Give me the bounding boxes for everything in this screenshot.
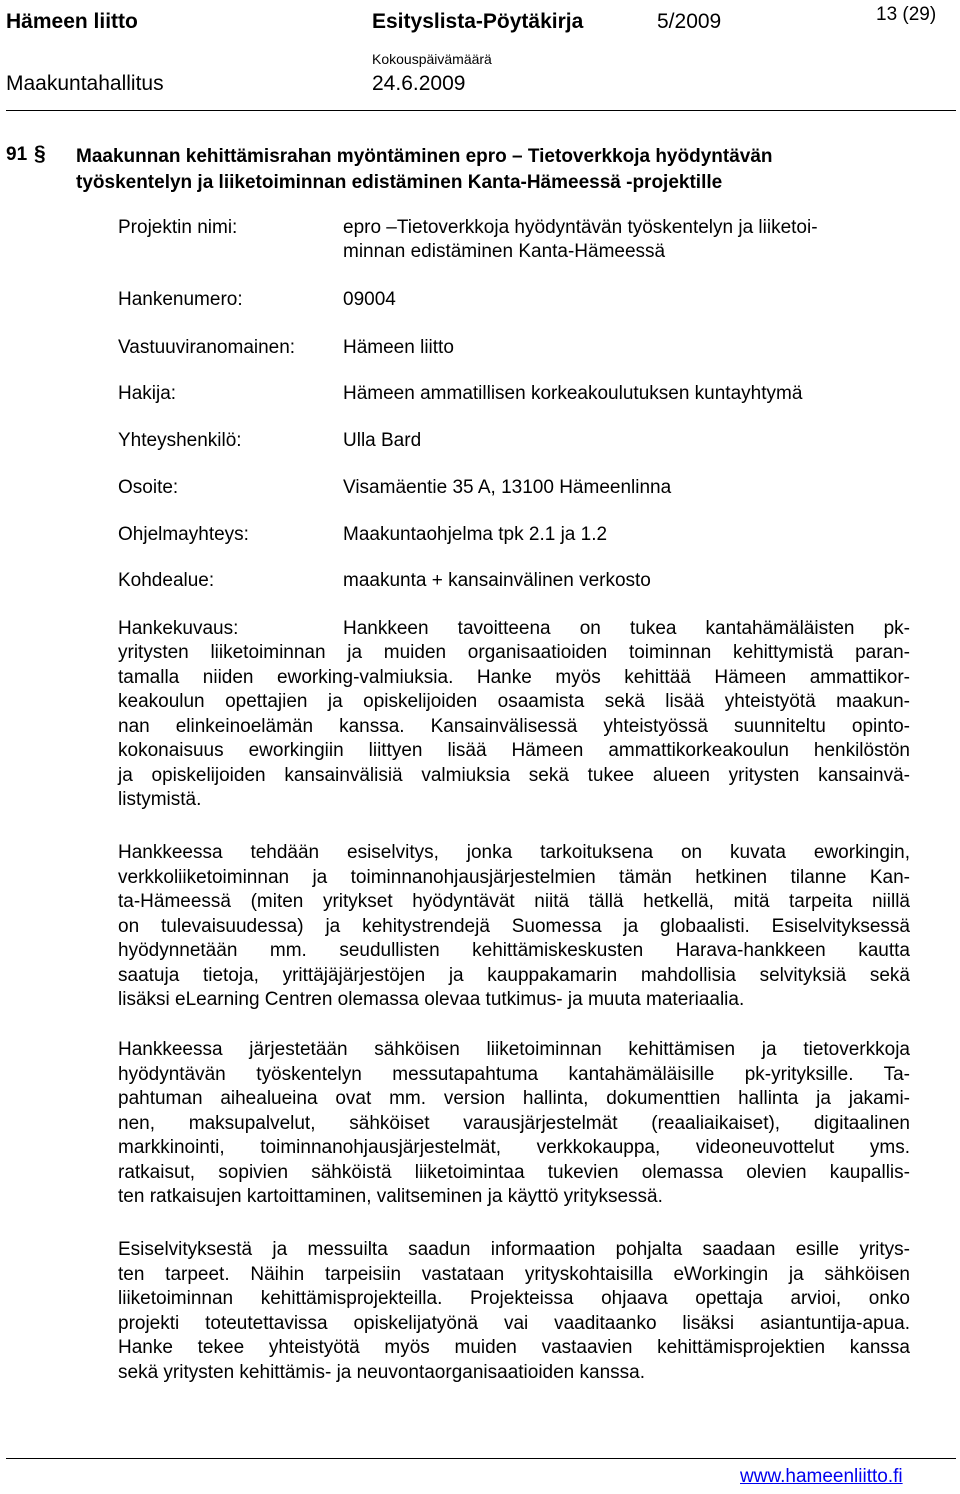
- paragraph-line: ten ratkaisujen kartoittaminen, valitseminen ja käyttö yrityksessä.: [118, 1186, 663, 1207]
- paragraph-line: ten tarpeet. Näihin tarpeisiin vastataan yrityskohtaisilla eWorkingin ja sähköisen: [118, 1263, 910, 1285]
- paragraph-project-description: [118, 641, 910, 813]
- paragraph-line: listymistä.: [118, 789, 202, 810]
- authority-label: Vastuuviranomainen:: [118, 337, 296, 358]
- paragraph-line: on tulevaisuudessa) ja kehitystrendejä Suomessa ja globaalisti. Esiselvityksessä: [118, 915, 910, 937]
- applicant-label: Hakija:: [118, 383, 177, 404]
- paragraph-line: ja opiskelijoiden kansainvälisiä valmiuksia sekä tukee alueen yritysten kansainvä-: [118, 764, 910, 786]
- header-body: Maakuntahallitus: [6, 72, 164, 95]
- project-number-label: Hankenumero:: [118, 289, 243, 310]
- contact-label: Yhteyshenkilö:: [118, 430, 242, 451]
- program-value: Maakuntaohjelma tpk 2.1 ja 1.2: [343, 524, 608, 545]
- section-number: 91: [6, 144, 28, 165]
- paragraph-line: projekti toteutettavissa opiskelijatyönä vai vaaditaanko lisäksi asiantuntija-apua.: [118, 1312, 910, 1334]
- contact-value: Ulla Bard: [343, 430, 422, 451]
- paragraph-line: saatuja tietoja, yrittäjäjärjestöjen ja kauppakamarin mahdollisia selvityksiä sekä: [118, 964, 910, 986]
- target-area-value: maakunta + kansainvälinen verkosto: [343, 570, 651, 591]
- header-divider: [6, 110, 956, 111]
- paragraph-line: Esiselvityksestä ja messuilta saadun informaation pohjalta saadaan esille yritys-: [118, 1239, 910, 1260]
- target-area-label: Kohdealue:: [118, 570, 215, 591]
- paragraph-line: lisäksi eLearning Centren olemassa olevaa tutkimus- ja muuta materiaalia.: [118, 989, 745, 1010]
- paragraph-line: pahtuman aihealueina ovat mm. version hallinta, dokumenttien hallinta ja jakami-: [118, 1088, 910, 1109]
- description-label: Hankekuvaus:: [118, 618, 239, 639]
- paragraph-line: verkkoliiketoiminnan ja toiminnanohjausjärjestelmien tämän hetkinen tilanne Kan-: [118, 866, 910, 888]
- paragraph-line: sekä yritysten kehittämis- ja neuvontaorganisaatioiden kanssa.: [118, 1361, 646, 1383]
- paragraph-line: keakoulun opettajien ja opiskelijoiden osaamista sekä lisää yhteistyötä maakun-: [118, 691, 910, 712]
- project-name-value: epro –Tietoverkkoja hyödyntävän työskentelyn ja liiketoi-: [343, 217, 818, 238]
- section-symbol: §: [34, 142, 46, 165]
- header-org: Hämeen liitto: [6, 10, 138, 33]
- paragraph-company-needs: [118, 1238, 910, 1385]
- paragraph-line: markkinointi, toiminnanohjausjärjestelmät, verkkokauppa, videoneuvottelut yms.: [118, 1137, 910, 1158]
- header-date-label: Kokouspäivämäärä: [372, 51, 492, 67]
- paragraph-line: Hankkeessa järjestetään sähköisen liiketoiminnan kehittämisen ja tietoverkkoja: [118, 1039, 910, 1060]
- description-first-line: Hankkeen tavoitteena on tukea kantahämäläisten pk-: [343, 618, 910, 639]
- paragraph-line: Hanke tekee yhteistyötä myös muiden vastaavien kehittämisprojektien kanssa: [118, 1337, 910, 1358]
- section-title-line: työskentelyn ja liiketoiminnan edistäminen Kanta-Hämeessä -projektille: [76, 172, 723, 193]
- section-title-line: Maakunnan kehittämisrahan myöntäminen epro – Tietoverkkoja hyödyntävän: [76, 146, 773, 167]
- header-date: 24.6.2009: [372, 72, 466, 95]
- section-title: [76, 144, 773, 196]
- paragraph-line: nan elinkeinoelämän kanssa. Kansainvälisessä yhteistyössä suunniteltu opinto-: [118, 715, 910, 737]
- paragraph-line: ta-Hämeessä (miten yritykset hyödyntävät niitä tällä hetkellä, mitä tarpeita niillä: [118, 891, 910, 912]
- paragraph-line: nen, maksupalvelut, sähköiset varausjärjestelmät (reaaliaikaiset), digitaalinen: [118, 1112, 910, 1134]
- footer-website-link[interactable]: www.hameenliitto.fi: [740, 1466, 903, 1487]
- footer-divider: [6, 1458, 956, 1459]
- paragraph-line: kokonaisuus eworkingiin liittyen lisää Hämeen ammattikorkeakoulun henkilöstön: [118, 740, 910, 761]
- project-name-label: Projektin nimi:: [118, 217, 238, 238]
- paragraph-line: yritysten liiketoiminnan ja muiden organisaatioiden toiminnan kehittymistä paran-: [118, 642, 910, 663]
- paragraph-line: ratkaisut, sopivien sähköistä liiketoimintaa tukevien olemassa olevien kaupallis-: [118, 1161, 910, 1183]
- address-value: Visamäentie 35 A, 13100 Hämeenlinna: [343, 477, 672, 498]
- header-doc-type: Esityslista-Pöytäkirja: [372, 10, 584, 33]
- paragraph-line: liiketoiminnan kehittämisprojekteilla. Projekteissa ohjaava opettaja arvioi, onko: [118, 1288, 910, 1309]
- authority-value: Hämeen liitto: [343, 337, 454, 358]
- paragraph-line: Hankkeessa tehdään esiselvitys, jonka tarkoituksena on kuvata eworkingin,: [118, 842, 910, 863]
- applicant-value: Hämeen ammatillisen korkeakoulutuksen kuntayhtymä: [343, 383, 803, 404]
- project-name-value: minnan edistäminen Kanta-Hämeessä: [343, 241, 666, 262]
- header-page-number: 13 (29): [876, 4, 937, 25]
- paragraph-line: hyödyntävän työskentelyn messutapahtuma kantahämäläisille pk-yrityksille. Ta-: [118, 1063, 910, 1085]
- header-issue: 5/2009: [657, 10, 722, 33]
- project-number-value: 09004: [343, 289, 396, 310]
- paragraph-fair-event: [118, 1038, 910, 1210]
- paragraph-line: hyödynnetään mm. seudullisten kehittämiskeskusten Harava-hankkeen kautta: [118, 940, 910, 961]
- paragraph-line: tamalla niiden eworking-valmiuksia. Hanke myös kehittää Hämeen ammattikor-: [118, 666, 910, 688]
- program-label: Ohjelmayhteys:: [118, 524, 249, 545]
- address-label: Osoite:: [118, 477, 179, 498]
- paragraph-preliminary-study: [118, 841, 910, 1013]
